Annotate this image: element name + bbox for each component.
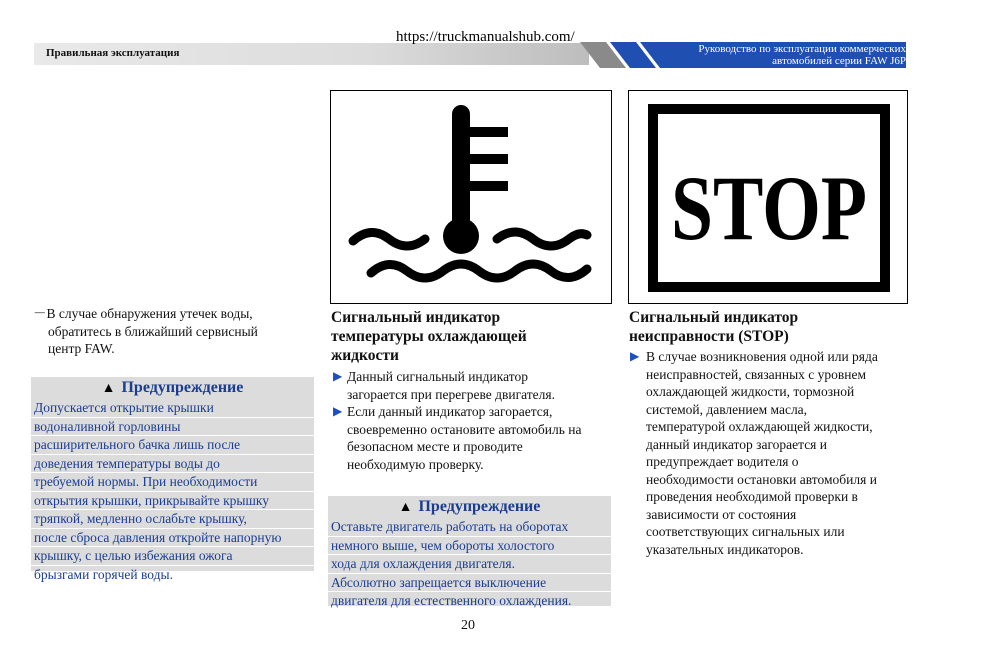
manual-title <box>648 43 906 68</box>
warning-line: немного выше, чем обороты холостого <box>328 537 611 556</box>
manual-title-line-2: автомобилей серии FAW J6P <box>772 55 906 67</box>
warning-box-coolant-cap <box>31 377 314 582</box>
warning-title-text: Предупреждение <box>418 498 541 515</box>
bullet-line: предупреждает водителя о <box>646 454 799 469</box>
warning-line: открытия крышки, прикрывайте крышку <box>31 492 314 511</box>
bullet-line: температурой охлаждающей жидкости, <box>646 419 873 434</box>
heading-line: жидкости <box>331 347 399 364</box>
warning-line: хода для охлаждения двигателя. <box>328 555 611 574</box>
warning-triangle-icon: ▲ <box>101 381 116 396</box>
warning-line: водоналивной горловины <box>31 418 314 437</box>
thermometer-tick <box>470 127 508 137</box>
bullet-line: безопасном месте и проводите <box>347 439 523 454</box>
warning-line: доведения температуры воды до <box>31 455 314 474</box>
bullet-item <box>333 403 603 473</box>
bullet-arrow-icon: ▶ <box>630 349 640 363</box>
stop-indicator-image <box>628 90 908 304</box>
coolant-wave-lower <box>371 264 587 278</box>
bullet-line: неисправностей, связанных с уровнем <box>646 366 867 382</box>
stop-indicator-heading <box>629 308 909 346</box>
bullet-line: охлаждающей жидкости, тормозной <box>646 384 855 399</box>
heading-line: Сигнальный индикатор <box>331 309 501 326</box>
bullet-line: В случае возникновения одной или ряда <box>646 349 878 364</box>
thermometer-tick <box>470 154 508 164</box>
coolant-indicator-bullets <box>333 368 603 473</box>
bullet-line: системой, давлением масла, <box>646 401 808 417</box>
warning-line: Допускается открытие крышки <box>31 399 314 418</box>
bullet-line: зависимости от состояния <box>646 506 797 522</box>
stop-indicator-icon <box>629 91 907 303</box>
bullet-item <box>333 368 603 403</box>
bullet-line: проведения необходимой проверки в <box>646 489 858 504</box>
warning-line: брызгами горячей воды. <box>34 566 173 582</box>
warning-title <box>31 377 314 399</box>
bullet-line: необходимости остановки автомобиля и <box>646 471 877 487</box>
section-title: Правильная эксплуатация <box>46 47 180 59</box>
coolant-indicator-heading <box>331 308 611 365</box>
warning-line: двигателя для естественного охлаждения. <box>331 593 572 608</box>
heading-line: неисправности (STOP) <box>629 328 789 345</box>
leak-note-line: центр FAW. <box>48 341 115 356</box>
source-url[interactable]: https://truckmanualshub.com/ <box>396 29 575 45</box>
bullet-line: Если данный индикатор загорается, <box>347 404 553 419</box>
bullet-arrow-icon: ▶ <box>333 404 343 418</box>
leak-note-line: обратитесь в ближайший сервисный <box>48 323 258 339</box>
bullet-line: необходимую проверку. <box>347 456 484 472</box>
warning-line: после сброса давления откройте напорную <box>31 529 314 548</box>
heading-line: температуры охлаждающей <box>331 328 527 345</box>
manual-title-line-1: Руководство по эксплуатации коммерческих <box>698 43 906 55</box>
warning-line: расширительного бачка лишь после <box>31 436 314 455</box>
page-number: 20 <box>461 618 475 633</box>
bullet-line: своевременно остановите автомобиль на <box>347 421 582 437</box>
bullet-line: данный индикатор загорается и <box>646 436 827 452</box>
thermometer-tick <box>470 181 508 191</box>
thermometer-bulb <box>443 218 479 254</box>
bullet-line: загорается при перегреве двигателя. <box>347 386 555 402</box>
stop-indicator-bullets <box>630 348 910 558</box>
warning-line: Оставьте двигатель работать на оборотах <box>328 518 611 537</box>
warning-line: требуемой нормы. При необходимости <box>31 473 314 492</box>
bullet-line: соответствующих сигнальных или <box>646 524 845 539</box>
warning-title <box>328 496 611 518</box>
warning-box-engine-cooling <box>328 496 611 606</box>
leak-note-line: －В случае обнаружения утечек воды, <box>33 306 253 321</box>
warning-line: Абсолютно запрещается выключение <box>328 574 611 593</box>
warning-line: тряпкой, медленно ослабьте крышку, <box>31 510 314 529</box>
stop-text: STOP <box>671 157 867 259</box>
leak-note <box>33 305 303 358</box>
coolant-temperature-icon <box>331 91 611 303</box>
warning-line: крышку, с целью избежания ожога <box>31 547 314 566</box>
bullet-line: указательных индикаторов. <box>646 541 804 557</box>
bullet-line: Данный сигнальный индикатор <box>347 369 528 384</box>
heading-line: Сигнальный индикатор <box>629 309 799 326</box>
warning-title-text: Предупреждение <box>121 379 244 396</box>
bullet-arrow-icon: ▶ <box>333 369 343 383</box>
warning-triangle-icon: ▲ <box>398 500 413 515</box>
bullet-item <box>630 348 910 558</box>
coolant-temp-image <box>330 90 612 304</box>
